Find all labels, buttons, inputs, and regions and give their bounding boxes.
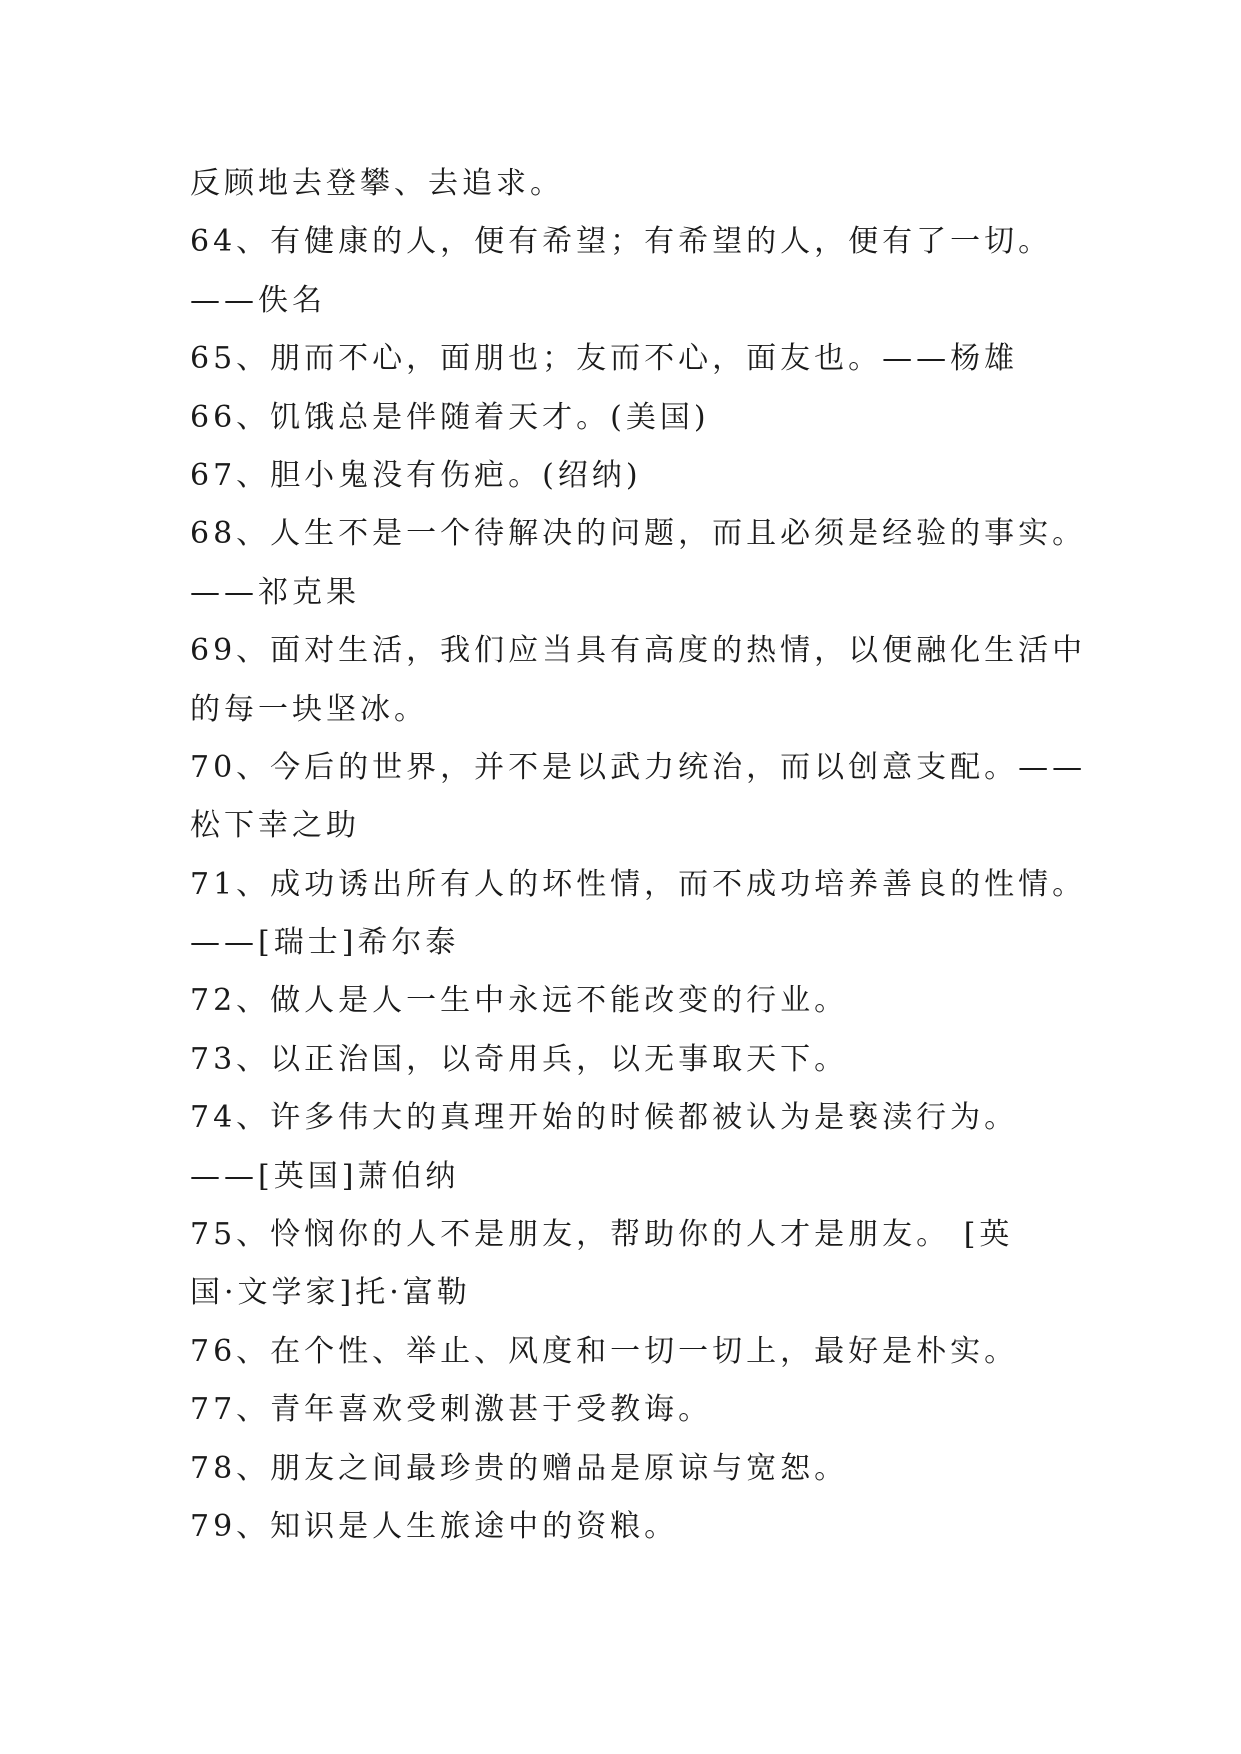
text-line: 国·文学家]托·富勒 [190, 1275, 471, 1311]
text-line: 79、知识是人生旅途中的资粮。 [190, 1508, 679, 1544]
text-line: 78、朋友之间最珍贵的赠品是原谅与宽恕。 [190, 1450, 849, 1486]
text-line: ——佚名 [190, 282, 326, 318]
text-line: 69、面对生活，我们应当具有高度的热情，以便融化生活中 [190, 633, 1087, 669]
text-line: 77、青年喜欢受刺激甚于受教诲。 [190, 1392, 713, 1428]
text-line: 67、胆小鬼没有伤疤。(绍纳) [190, 457, 642, 493]
text-line: ——[瑞士]希尔泰 [190, 925, 460, 961]
text-line: ——祁克果 [190, 574, 360, 610]
text-line: 70、今后的世界，并不是以武力统治，而以创意支配。—— [190, 749, 1087, 785]
text-line: 71、成功诱出所有人的坏性情，而不成功培养善良的性情。 [190, 866, 1087, 902]
text-line: 75、怜悯你的人不是朋友，帮助你的人才是朋友。 [英 [190, 1217, 1014, 1253]
text-line: 72、做人是人一生中永远不能改变的行业。 [190, 983, 849, 1019]
text-line: ——[英国]萧伯纳 [190, 1158, 460, 1194]
text-line: 66、饥饿总是伴随着天才。(美国) [190, 399, 710, 435]
text-line: 的每一块坚冰。 [190, 691, 428, 727]
text-line: 73、以正治国，以奇用兵，以无事取天下。 [190, 1041, 849, 1077]
text-line: 65、朋而不心，面朋也；友而不心，面友也。——杨雄 [190, 341, 1019, 377]
text-line: 松下幸之助 [190, 808, 360, 844]
text-line: 74、许多伟大的真理开始的时候都被认为是亵渎行为。 [190, 1100, 1019, 1136]
text-line: 76、在个性、举止、风度和一切一切上，最好是朴实。 [190, 1333, 1019, 1369]
text-line: 反顾地去登攀、去追求。 [190, 166, 564, 201]
text-line: 68、人生不是一个待解决的问题，而且必须是经验的事实。 [190, 516, 1087, 552]
text-line: 64、有健康的人，便有希望；有希望的人，便有了一切。 [190, 224, 1053, 260]
document-body [190, 155, 1087, 1556]
